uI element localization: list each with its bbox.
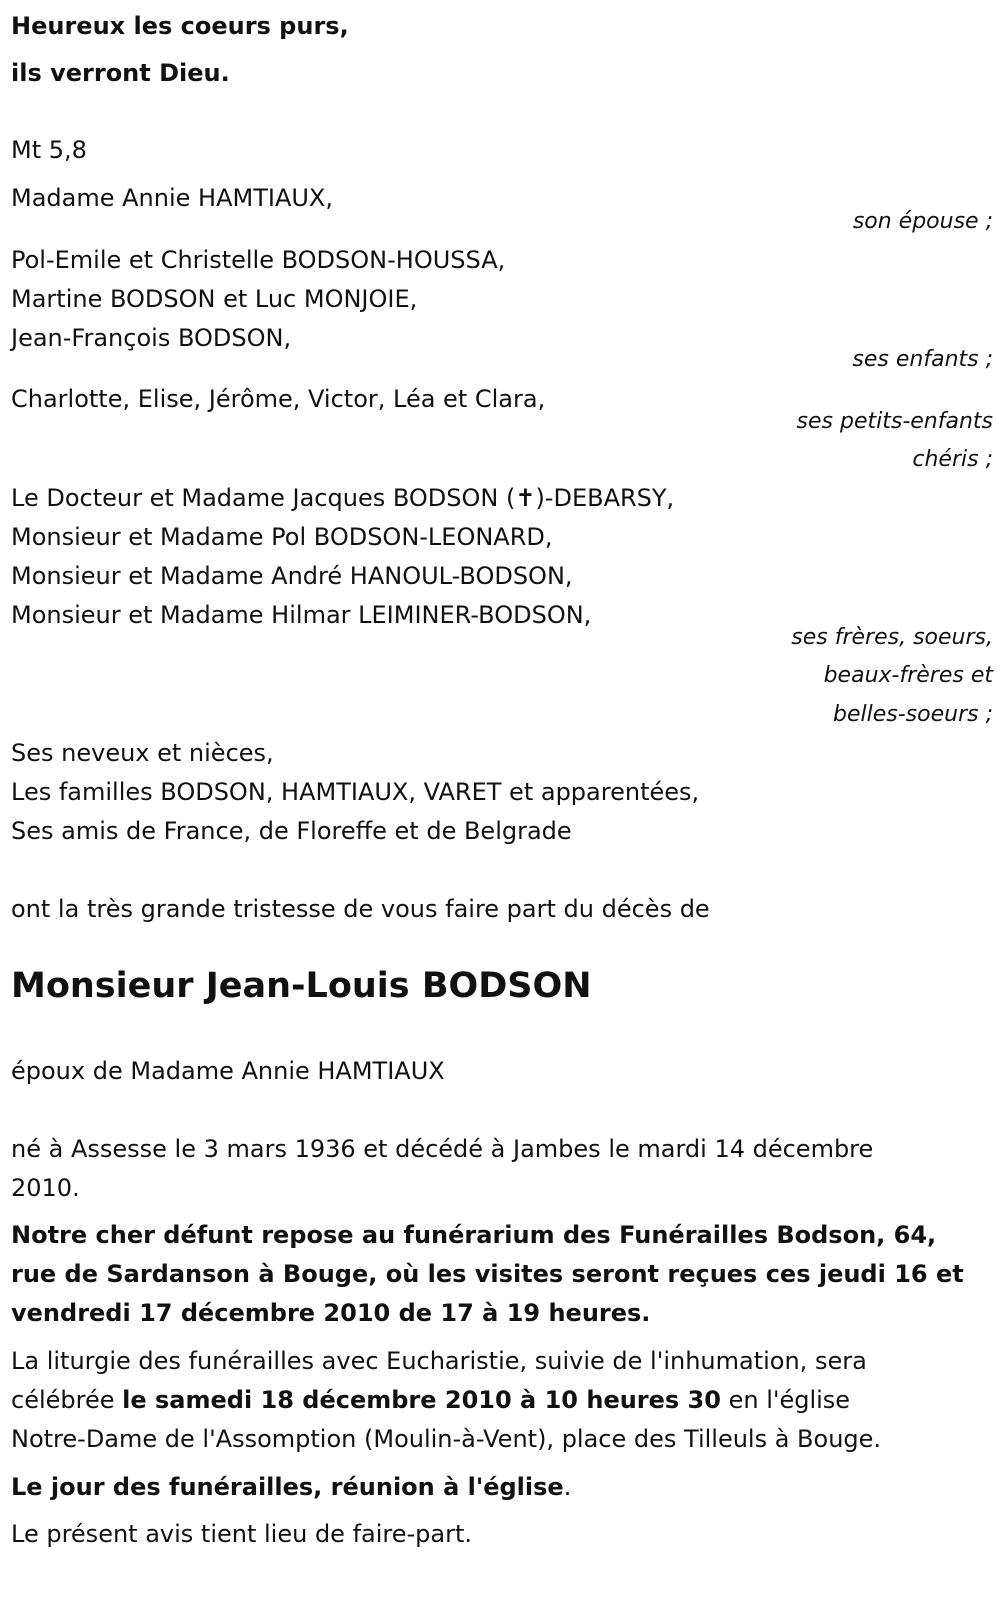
closing-line: Le présent avis tient lieu de faire-part. (11, 1520, 473, 1548)
deceased-spouse-line: époux de Madame Annie HAMTIAUX (11, 1057, 445, 1085)
deceased-name: Monsieur Jean-Louis BODSON (11, 966, 592, 1006)
birth-death-line-2: 2010. (11, 1174, 80, 1202)
liturgy-line-1: La liturgie des funérailles avec Eucharistie, suivie de l'inhumation, sera (11, 1347, 867, 1375)
grandchildren-role-2: chéris ; (912, 447, 993, 472)
verse-reference: Mt 5,8 (11, 136, 87, 164)
liturgy-date-time: le samedi 18 décembre 2010 à 10 heures 30 (122, 1386, 721, 1414)
liturgy-line-2-pre: célébrée (11, 1386, 123, 1414)
others-2: Les familles BODSON, HAMTIAUX, VARET et apparentées, (11, 778, 700, 806)
funerarium-line-3: vendredi 17 décembre 2010 de 17 à 19 heures. (11, 1299, 651, 1327)
verse-line-2: ils verront Dieu. (11, 59, 230, 87)
funerarium-line-1: Notre cher défunt repose au funérarium des Funérailles Bodson, 64, (11, 1221, 937, 1249)
others-3: Ses amis de France, de Floreffe et de Belgrade (11, 817, 572, 845)
sibling-2: Monsieur et Madame Pol BODSON-LEONARD, (11, 523, 553, 551)
grandchildren-role-1: ses petits-enfants (796, 409, 993, 434)
liturgy-line-2 (11, 1380, 993, 1420)
child-2: Martine BODSON et Luc MONJOIE, (11, 285, 418, 313)
spouse-name: Madame Annie HAMTIAUX, (11, 184, 333, 212)
grandchildren: Charlotte, Elise, Jérôme, Victor, Léa et Clara, (11, 385, 546, 413)
funerarium-line-2: rue de Sardanson à Bouge, où les visites seront reçues ces jeudi 16 et (11, 1260, 964, 1288)
liturgy-line-3: Notre-Dame de l'Assomption (Moulin-à-Vent), place des Tilleuls à Bouge. (11, 1425, 882, 1453)
sibling-4: Monsieur et Madame Hilmar LEIMINER-BODSON, (11, 601, 592, 629)
gathering-period: . (563, 1473, 572, 1501)
announcement: ont la très grande tristesse de vous faire part du décès de (11, 895, 710, 923)
gathering-text: Le jour des funérailles, réunion à l'église (11, 1473, 564, 1501)
others-1: Ses neveux et nièces, (11, 739, 274, 767)
liturgy-line-2-post: en l'église (720, 1386, 851, 1414)
spouse-role: son épouse ; (852, 209, 993, 234)
children-role: ses enfants ; (852, 347, 993, 372)
gathering-line (11, 1467, 993, 1507)
birth-death-line-1: né à Assesse le 3 mars 1936 et décédé à Jambes le mardi 14 décembre (11, 1135, 874, 1163)
sibling-1: Le Docteur et Madame Jacques BODSON (✝)-DEBARSY, (11, 484, 675, 512)
child-3: Jean-François BODSON, (11, 324, 292, 352)
child-1: Pol-Emile et Christelle BODSON-HOUSSA, (11, 246, 506, 274)
siblings-role-2: beaux-frères et (823, 663, 993, 688)
siblings-role-3: belles-soeurs ; (833, 702, 993, 727)
siblings-role-1: ses frères, soeurs, (791, 625, 993, 650)
verse-line-1: Heureux les coeurs purs, (11, 12, 349, 40)
sibling-3: Monsieur et Madame André HANOUL-BODSON, (11, 562, 573, 590)
